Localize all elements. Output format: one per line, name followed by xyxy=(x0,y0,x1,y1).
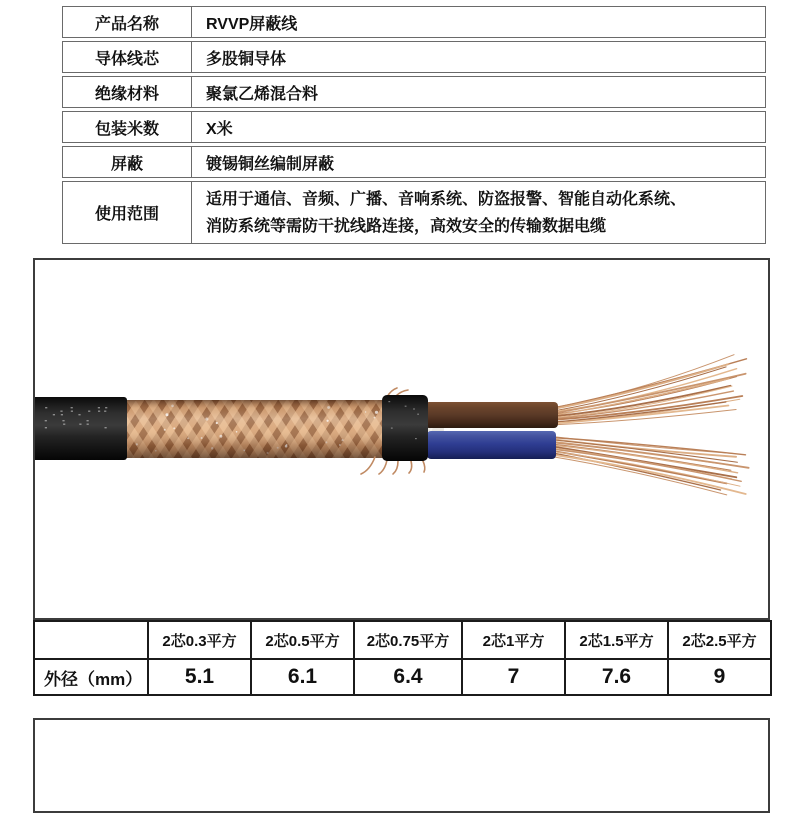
col-header: 2芯2.5平方 xyxy=(668,621,771,659)
diameter-value: 6.4 xyxy=(354,659,462,695)
spec-label: 导体线芯 xyxy=(63,42,192,72)
spec-row-length xyxy=(62,111,766,143)
diameter-value: 6.1 xyxy=(251,659,354,695)
spec-label: 包装米数 xyxy=(63,112,192,142)
stripped-strands-top xyxy=(555,355,747,425)
col-header: 2芯0.75平方 xyxy=(354,621,462,659)
usage-line-2: 消防系统等需防干扰线路连接，高效安全的传输数据电缆 xyxy=(206,217,607,235)
spec-row-insulation xyxy=(62,76,766,108)
spec-value: RVVP屏蔽线 xyxy=(206,15,298,33)
diameter-value: 9 xyxy=(668,659,771,695)
core-blue xyxy=(427,431,556,459)
corner-cell xyxy=(34,621,148,659)
braid-shield xyxy=(121,400,384,458)
usage-line-1: 适用于通信、音频、广播、音响系统、防盗报警、智能自动化系统、 xyxy=(206,190,687,208)
col-header: 2芯1.5平方 xyxy=(565,621,668,659)
col-header: 2芯1平方 xyxy=(462,621,565,659)
stripped-strands-bottom xyxy=(552,437,749,495)
spec-value: X米 xyxy=(206,120,233,138)
diameter-value: 5.1 xyxy=(148,659,251,695)
row-label: 外径（mm） xyxy=(34,659,148,695)
col-header: 2芯0.3平方 xyxy=(148,621,251,659)
diameter-value-row xyxy=(34,659,771,695)
spec-label: 屏蔽 xyxy=(63,147,192,177)
spec-row-product-name xyxy=(62,6,766,38)
spec-table xyxy=(62,6,766,247)
spec-label: 使用范围 xyxy=(63,182,192,243)
core-brown xyxy=(425,402,558,428)
diameter-value: 7 xyxy=(462,659,565,695)
spec-value: 镀锡铜丝编制屏蔽 xyxy=(206,155,335,173)
spec-row-conductor xyxy=(62,41,766,73)
spec-label: 绝缘材料 xyxy=(63,77,192,107)
jacket-band xyxy=(382,395,428,461)
diameter-header-row xyxy=(34,621,771,659)
spec-row-shield xyxy=(62,146,766,178)
spec-value: 多股铜导体 xyxy=(206,50,287,68)
outer-jacket xyxy=(35,397,127,460)
cable-photo xyxy=(35,260,768,618)
empty-content-box xyxy=(33,718,770,813)
spec-label: 产品名称 xyxy=(63,7,192,37)
spec-row-usage xyxy=(62,181,766,244)
spec-value xyxy=(192,182,765,243)
spec-value: 聚氯乙烯混合料 xyxy=(206,85,319,103)
diameter-table xyxy=(33,620,772,696)
diameter-value: 7.6 xyxy=(565,659,668,695)
product-image-box xyxy=(33,258,770,620)
col-header: 2芯0.5平方 xyxy=(251,621,354,659)
